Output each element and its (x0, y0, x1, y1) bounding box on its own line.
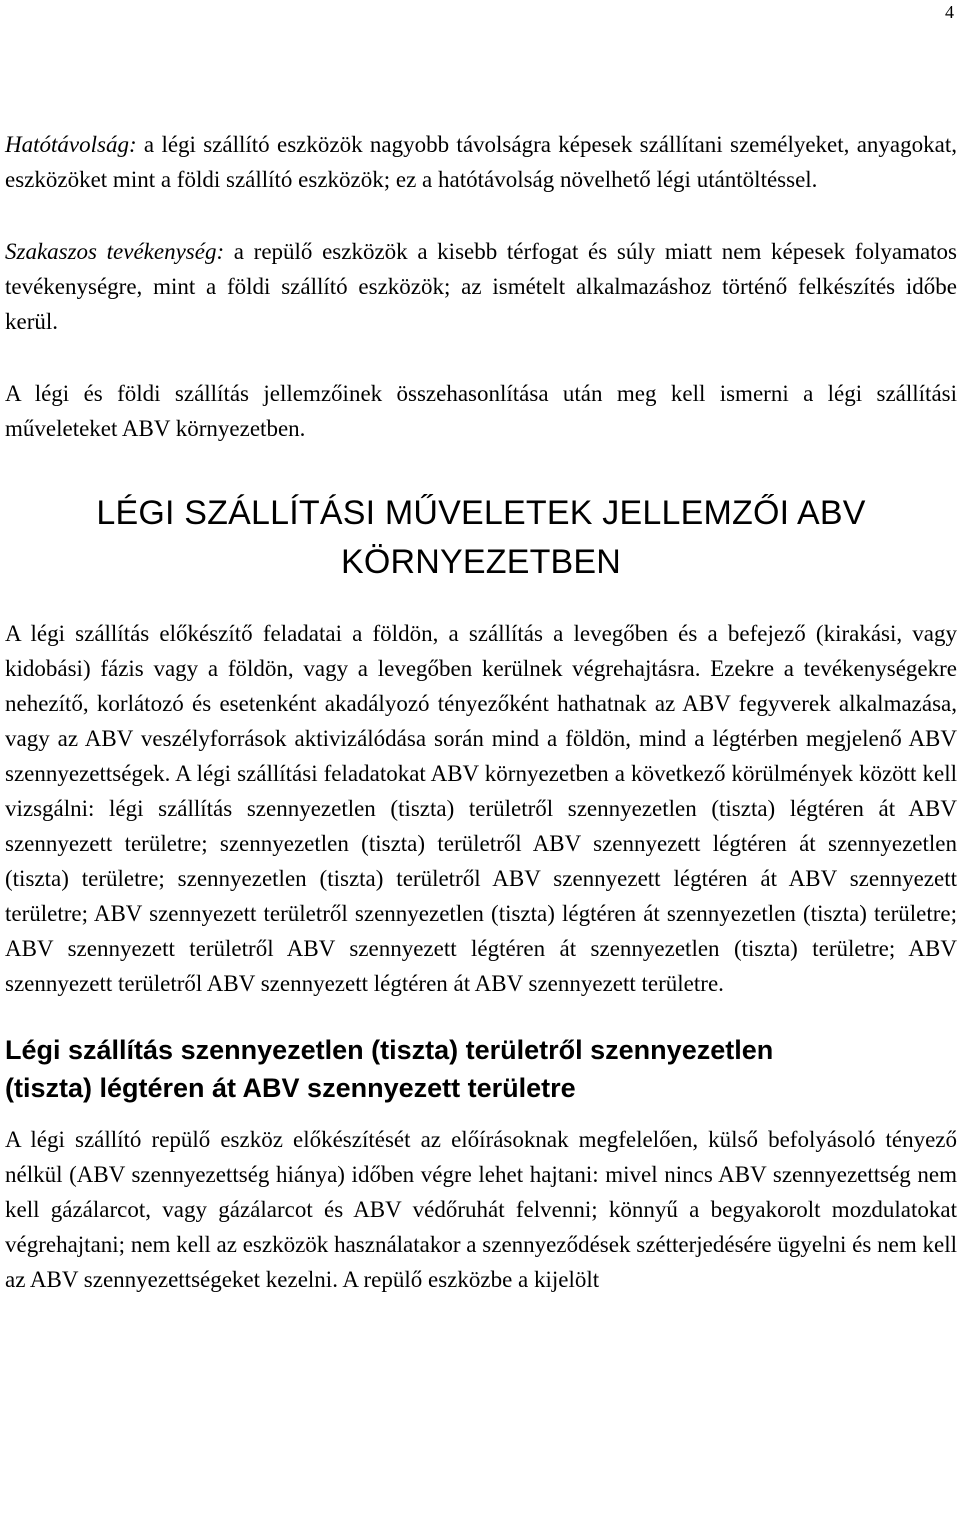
section-title-line-1: LÉGI SZÁLLÍTÁSI MŰVELETEK JELLEMZŐI ABV (96, 494, 866, 532)
paragraph-osszehasonlitas: A légi és földi szállítás jellemzőinek összehasonlítása után meg kell ismerni a légi szállítási műveleteket ABV környezetben. (5, 381, 957, 441)
section-title-line-2: KÖRNYEZETBEN (340, 543, 622, 581)
page-content (5, 127, 957, 1297)
term-hatotavolsag: Hatótávolság: (5, 132, 137, 157)
paragraph-hatotavolsag (5, 127, 957, 197)
section-title (5, 489, 957, 587)
section-paragraph: A légi szállítás előkészítő feladatai a földön, a szállítás a levegőben és a befejező (kirakási, vagy kidobási) fázis vagy a földön, vagy a levegőben kerülnek végrehajtásra. Ezekre a tevékenységekre nehezítő, korlátozó és esetenként akadályozó tényezőként hathatnak az ABV fegyverek alkalmazása, vagy az ABV veszélyforrások aktivizálódása során mind a földön, mind a légtérben megjelenő ABV szennyezettségek. A légi szállítási feladatokat ABV környezetben a következő körülmények között kell vizsgálni: légi szállítás szennyezetlen (tiszta) területről szennyezetlen (tiszta) légtéren át ABV szennyezett területre; szennyezetlen (tiszta) területről ABV szennyezett légtéren át szennyezetlen (tiszta) területre; szennyezetlen (tiszta) területről ABV szennyezett légtéren át ABV szennyezett területre; ABV szennyezett területről szennyezetlen (tiszta) légtéren át szennyezetlen (tiszta) területre; ABV szennyezett területről ABV szennyezett légtéren át szennyezetlen (tiszta) területre; ABV szennyezett területről ABV szennyezett légtéren át ABV szennyezett területre. (5, 621, 957, 996)
page-number: 4 (945, 2, 954, 22)
paragraph-szakaszos (5, 234, 957, 339)
paragraph-hatotavolsag-text: a légi szállító eszközök nagyobb távolságra képesek szállítani személyeket, anyagokat, eszközöket mint a földi szállító eszközök; ez a hatótávolság növelhető légi utántöltéssel. (5, 132, 957, 192)
paragraph-szakaszos-text: a repülő eszközök a kisebb térfogat és súly miatt nem képesek folyamatos tevékenységre, mint a földi szállító eszközök; az ismételt alkalmazáshoz történő felkészítés időbe kerül. (5, 239, 957, 334)
subsection-heading-line-2: (tiszta) légtéren át ABV szennyezett területre (5, 1073, 576, 1103)
subsection-paragraph: A légi szállító repülő eszköz előkészítését az előírásoknak megfelelően, külső befolyásoló tényező nélkül (ABV szennyezettség hiánya) időben végre lehet hajtani: mivel nincs ABV szennyezettség nem kell gázálarcot, vagy gázálarcot és ABV védőruhát felvenni; könnyű a begyakorolt mozdulatokat végrehajtani; nem kell az eszközök használatakor a szennyeződések szétterjedésére ügyelni és nem kell az ABV szennyezettségeket kezelni. A repülő eszközbe a kijelölt (5, 1127, 957, 1292)
term-szakaszos: Szakaszos tevékenység: (5, 239, 225, 264)
subsection-heading (5, 1031, 957, 1107)
subsection-heading-line-1: Légi szállítás szennyezetlen (tiszta) területről szennyezetlen (5, 1035, 774, 1065)
